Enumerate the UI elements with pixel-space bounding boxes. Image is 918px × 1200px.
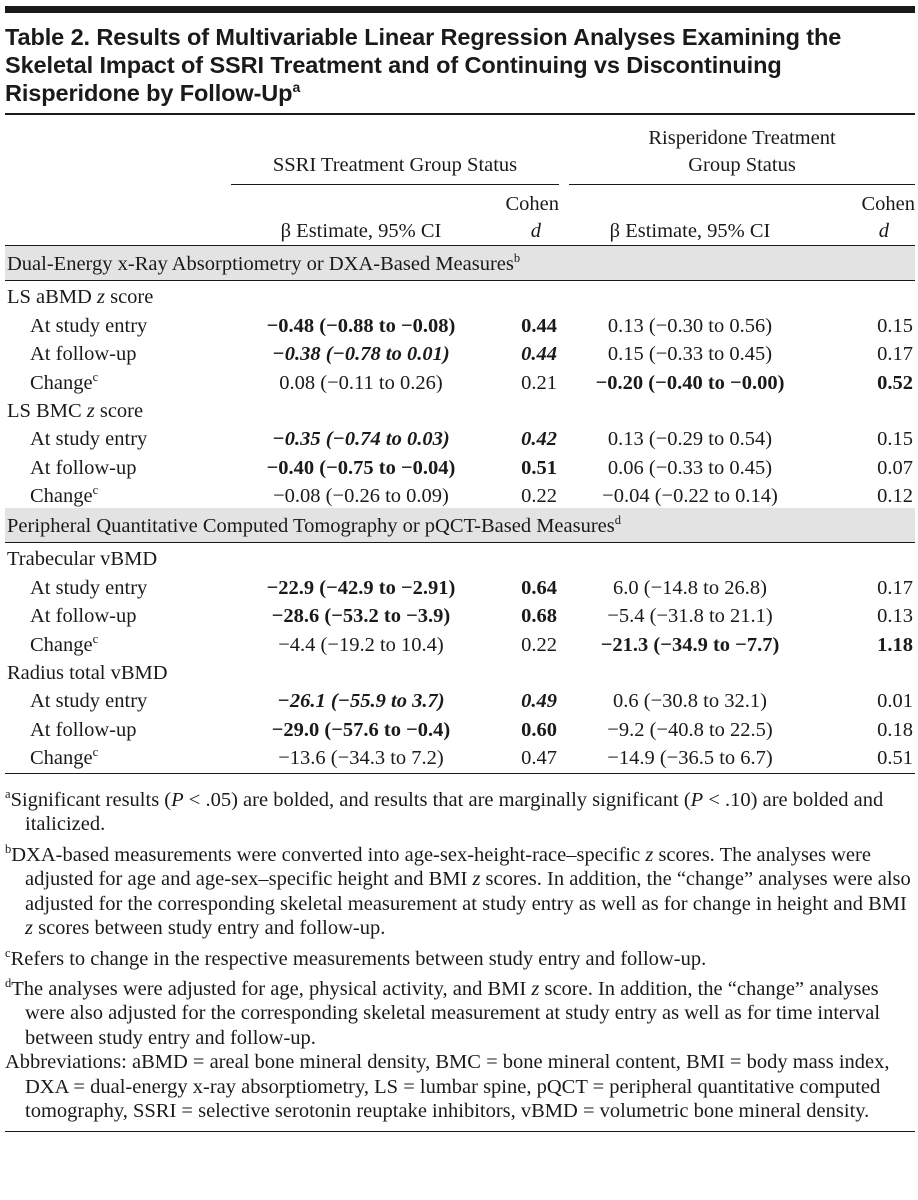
risp-beta-ci: 0.13 (−0.30 to 0.56) bbox=[607, 314, 773, 337]
ssri-beta-ci: −0.38 (−0.78 to 0.01) bbox=[272, 343, 450, 365]
measure-group-label: Trabecular vBMD bbox=[7, 548, 158, 570]
risp-beta-ci: −9.2 (−40.8 to 22.5) bbox=[607, 718, 773, 741]
regression-table bbox=[5, 115, 915, 774]
ssri-cohen-d: 0.64 bbox=[521, 576, 558, 599]
row-label: Change$^c$ bbox=[5, 742, 231, 774]
header-row-columns bbox=[5, 185, 915, 246]
risp-beta-ci: 0.15 (−0.33 to 0.45) bbox=[607, 343, 773, 365]
row-label: At follow-up bbox=[30, 456, 137, 479]
table-row bbox=[5, 571, 915, 600]
measure-group-row bbox=[5, 281, 915, 310]
risp-cohen-d: 0.17 bbox=[877, 576, 914, 599]
ssri-cohen-d: 0.22 bbox=[521, 633, 558, 656]
ssri-cohen-d: 0.51 bbox=[521, 456, 558, 479]
measure-group-label: Radius total vBMD bbox=[7, 661, 168, 684]
row-label: Change$^c$ bbox=[30, 483, 99, 507]
measure-group-row bbox=[5, 395, 915, 423]
table-row bbox=[5, 685, 915, 714]
table-row bbox=[5, 480, 915, 509]
bottom-rule bbox=[5, 1131, 915, 1132]
risp-beta-ci: −0.04 (−0.22 to 0.14) bbox=[602, 485, 778, 507]
ssri-cohen-d: 0.22 bbox=[521, 485, 558, 507]
risp-cohen-d: 0.17 bbox=[877, 343, 914, 365]
risperidone-group-header: Risperidone Treatment Group Status bbox=[559, 115, 915, 185]
table-row bbox=[5, 366, 915, 395]
section-title: Peripheral Quantitative Computed Tomography or pQCT-Based Measures bbox=[7, 514, 615, 537]
row-label: At study entry bbox=[30, 576, 148, 599]
ssri-beta-ci: −0.35 (−0.74 to 0.03) bbox=[272, 428, 450, 450]
risp-beta-ci: 0.13 (−0.29 to 0.54) bbox=[607, 428, 773, 450]
ssri-cohen-d: 0.44 bbox=[521, 314, 558, 337]
ssri-beta-ci: −13.6 (−34.3 to 7.2) bbox=[231, 742, 491, 774]
section-sup: b bbox=[513, 250, 521, 265]
ssri-cohen-d: 0.49 bbox=[521, 690, 558, 712]
ssri-beta-ci: −26.1 (−55.9 to 3.7) bbox=[277, 690, 445, 712]
footnote-d: $^d$The analyses were adjusted for age, physical activity, and BMI z score. In addition, the “change” analyses were also adjusted for the corresponding skeletal measurement at study entry as well as for time interval between study entry and follow-up. bbox=[5, 975, 881, 1049]
ssri-cohen-d: 0.60 bbox=[521, 718, 558, 741]
row-label: At study entry bbox=[30, 690, 148, 712]
section-sup: d bbox=[614, 512, 622, 527]
risp-beta-ci: −21.3 (−34.9 to −7.7) bbox=[600, 633, 780, 656]
table-row bbox=[5, 713, 915, 742]
risp-cohen-d: 0.13 bbox=[877, 605, 914, 627]
table-row bbox=[5, 309, 915, 338]
risp-beta-ci: 6.0 (−14.8 to 26.8) bbox=[613, 576, 767, 599]
table-row bbox=[5, 338, 915, 367]
ssri-cohen-d: 0.68 bbox=[521, 605, 558, 627]
risp-cohen-d: 0.18 bbox=[877, 718, 914, 741]
risp-beta-ci: −0.20 (−0.40 to −0.00) bbox=[595, 371, 785, 394]
row-label: At study entry bbox=[30, 314, 148, 337]
measure-group-label: LS BMC z score bbox=[7, 399, 144, 422]
abbreviations-note: Abbreviations: aBMD = areal bone mineral density, BMC = bone mineral content, BMI = body mass index, DXA = dual-energy x-ray absorptiometry, LS = lumbar spine, pQCT = peripheral quantitative computed tomography, SSRI = selective serotonin reuptake inhibitors, vBMD = volumetric bone mineral density. bbox=[5, 1051, 890, 1123]
measure-group-row bbox=[5, 543, 915, 572]
row-label: At follow-up bbox=[30, 605, 137, 627]
header-row-groups bbox=[5, 115, 915, 185]
risp-cohen-d: 0.01 bbox=[877, 690, 914, 712]
table-title: Table 2. Results of Multivariable Linear Regression Analyses Examining the Skeletal Impact of SSRI Treatment and of Continuing vs Discontinuing Risperidone by Follow-Up$^a$ bbox=[5, 24, 842, 106]
risp-cohen-d: 0.51 bbox=[821, 742, 915, 774]
risp-beta-ci: 0.06 (−0.33 to 0.45) bbox=[607, 456, 773, 479]
section-header bbox=[5, 508, 915, 543]
row-label: At follow-up bbox=[30, 718, 137, 741]
ssri-beta-ci: −28.6 (−53.2 to −3.9) bbox=[271, 605, 451, 627]
table-row bbox=[5, 742, 915, 774]
footnote-c: $^c$Refers to change in the respective measurements between study entry and follow-up. bbox=[5, 945, 707, 970]
ssri-cohen-d: 0.47 bbox=[491, 742, 559, 774]
ssri-beta-ci: −0.48 (−0.88 to −0.08) bbox=[266, 314, 456, 337]
ssri-beta-ci: −0.08 (−0.26 to 0.09) bbox=[273, 485, 449, 507]
table-row bbox=[5, 451, 915, 480]
table-figure bbox=[5, 0, 915, 1132]
risp-cohen-d: 0.12 bbox=[877, 485, 914, 507]
table-row bbox=[5, 628, 915, 657]
footnote-b: $^b$DXA-based measurements were converted into age-sex-height-race–specific z scores. The analyses were adjusted for age and age-sex–specific height and BMI z scores. In addition, the “change” analyses were also adjusted for the corresponding skeletal measurement at study entry as well as for change in height and BMI z scores between study entry and follow-up. bbox=[5, 841, 911, 940]
measure-group-label: LS aBMD z score bbox=[7, 286, 154, 308]
ssri-cohen-d: 0.21 bbox=[521, 371, 558, 394]
row-label: At study entry bbox=[30, 428, 148, 450]
ssri-beta-header: β Estimate, 95% CI bbox=[231, 185, 491, 246]
risp-beta-ci: 0.6 (−30.8 to 32.1) bbox=[613, 690, 767, 712]
risp-cohen-d: 1.18 bbox=[877, 633, 914, 656]
row-label: Change$^c$ bbox=[30, 369, 99, 394]
table-row bbox=[5, 600, 915, 629]
section-header bbox=[5, 246, 915, 281]
risp-beta-header: β Estimate, 95% CI bbox=[559, 185, 821, 246]
risp-cohen-d: 0.15 bbox=[877, 314, 914, 337]
ssri-group-header: SSRI Treatment Group Status bbox=[231, 115, 559, 185]
risp-beta-ci: −14.9 (−36.5 to 6.7) bbox=[559, 742, 821, 774]
ssri-beta-ci: −0.40 (−0.75 to −0.04) bbox=[266, 456, 456, 479]
ssri-beta-ci: −4.4 (−19.2 to 10.4) bbox=[278, 633, 444, 656]
row-label: Change$^c$ bbox=[30, 631, 99, 656]
measure-group-row bbox=[5, 657, 915, 685]
ssri-beta-ci: −29.0 (−57.6 to −0.4) bbox=[271, 718, 451, 741]
risp-cohen-d: 0.52 bbox=[877, 371, 914, 394]
ssri-cohen-d: 0.44 bbox=[521, 343, 558, 365]
top-rule bbox=[5, 6, 915, 13]
footnotes bbox=[5, 782, 915, 1124]
table-body bbox=[5, 246, 915, 774]
risp-cohen-d: 0.07 bbox=[877, 456, 914, 479]
ssri-cohen-d: 0.42 bbox=[521, 428, 558, 450]
row-label: At follow-up bbox=[30, 343, 137, 365]
ssri-beta-ci: −22.9 (−42.9 to −2.91) bbox=[266, 576, 456, 599]
table-row bbox=[5, 423, 915, 452]
ssri-beta-ci: 0.08 (−0.11 to 0.26) bbox=[279, 371, 443, 394]
risp-cohen-header: Cohen d bbox=[821, 185, 915, 246]
section-title: Dual-Energy x-Ray Absorptiometry or DXA-Based Measures bbox=[7, 252, 514, 275]
footnote-a: $^a$Significant results (P < .05) are bolded, and results that are marginally significant (P < .10) are bolded and italicized. bbox=[5, 787, 884, 836]
ssri-cohen-header: Cohen d bbox=[491, 185, 559, 246]
risp-cohen-d: 0.15 bbox=[877, 428, 914, 450]
risp-beta-ci: −5.4 (−31.8 to 21.1) bbox=[607, 605, 773, 627]
